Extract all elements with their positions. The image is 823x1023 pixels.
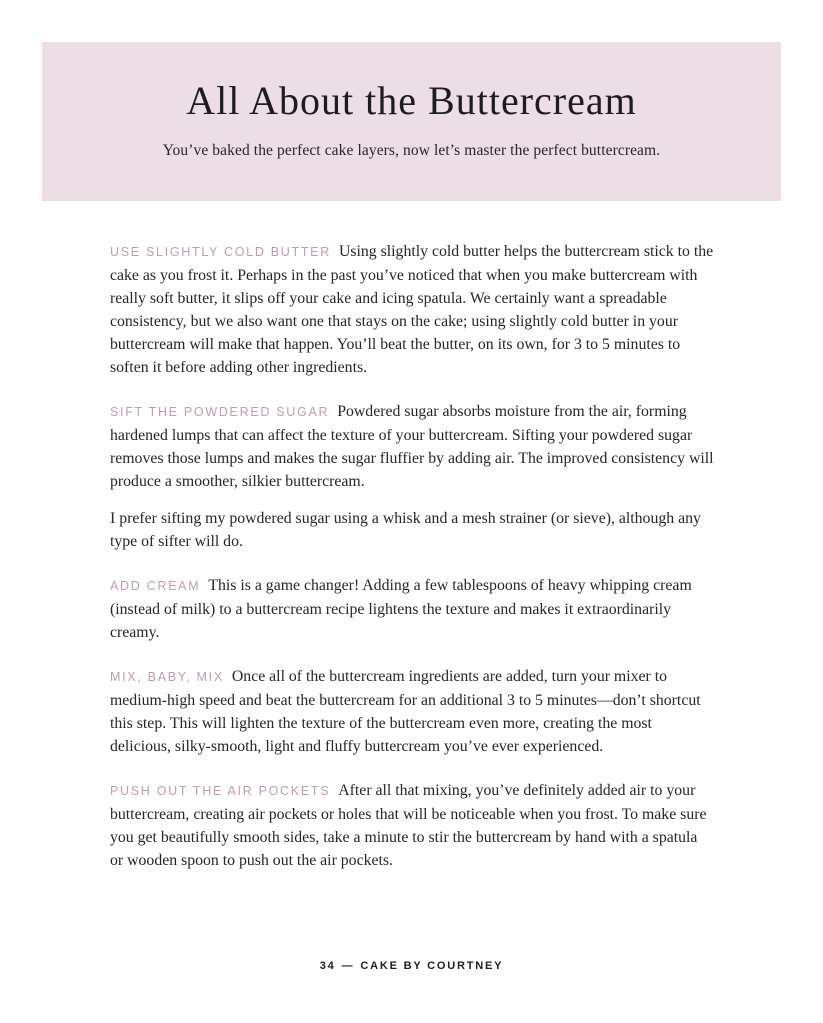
page-number: 34 bbox=[319, 960, 336, 972]
page-subtitle: You’ve baked the perfect cake layers, now let’s master the perfect buttercream. bbox=[162, 142, 661, 159]
section-heading: USE SLIGHTLY COLD BUTTER bbox=[110, 245, 331, 259]
section-heading: ADD CREAM bbox=[110, 579, 201, 593]
section-use-slightly-cold-butter bbox=[110, 240, 714, 379]
section-heading: SIFT THE POWDERED SUGAR bbox=[110, 405, 330, 419]
section-add-cream bbox=[110, 574, 714, 644]
body-text bbox=[110, 240, 714, 893]
page-title: All About the Buttercream bbox=[186, 78, 637, 123]
section-sift-the-powdered-sugar bbox=[110, 400, 714, 493]
section-paragraph: Once all of the buttercream ingredients are added, turn your mixer to medium-high speed and beat the buttercream for an additional 3 to 5 minutes—don’t shortcut this step. This will lighten the texture of the buttercream even more, creating the most delicious, silky-smooth, light and fluffy buttercream you’ve ever experienced. bbox=[110, 668, 701, 755]
section-paragraph: Using slightly cold butter helps the buttercream stick to the cake as you frost it. Perhaps in the past you’ve noticed that when you make buttercream with really soft butter, it slips off your cake and icing spatula. We certainly want a spreadable consistency, but we also want one that stays on the cake; using slightly cold butter in your buttercream will make that happen. You’ll beat the butter, on its own, for 3 to 5 minutes to soften it before adding other ingredients. bbox=[110, 243, 714, 376]
section-paragraph: This is a game changer! Adding a few tablespoons of heavy whipping cream (instead of milk) to a buttercream recipe lightens the texture and makes it extraordinarily creamy. bbox=[110, 577, 692, 641]
continuation-paragraph: I prefer sifting my powdered sugar using a whisk and a mesh strainer (or sieve), although any type of sifter will do. bbox=[110, 510, 701, 550]
footer-separator: — bbox=[341, 960, 355, 972]
section-paragraph: Powdered sugar absorbs moisture from the air, forming hardened lumps that can affect the texture of your buttercream. Sifting your powdered sugar removes those lumps and makes the sugar fluffier by adding air. The improved consistency will produce a smoother, silkier buttercream. bbox=[110, 403, 714, 490]
chapter-header-band bbox=[42, 42, 781, 201]
section-push-out-the-air-pockets bbox=[110, 779, 714, 872]
section-heading: MIX, BABY, MIX bbox=[110, 670, 224, 684]
section-paragraph: After all that mixing, you’ve definitely added air to your buttercream, creating air pockets or holes that will be noticeable when you frost. To make sure you get beautifully smooth sides, take a minute to stir the buttercream by hand with a spatula or wooden spoon to push out the air pockets. bbox=[110, 782, 707, 869]
book-title: CAKE BY COURTNEY bbox=[360, 960, 504, 972]
page-footer bbox=[0, 960, 823, 972]
section-heading: PUSH OUT THE AIR POCKETS bbox=[110, 784, 331, 798]
section-mix-baby-mix bbox=[110, 665, 714, 758]
